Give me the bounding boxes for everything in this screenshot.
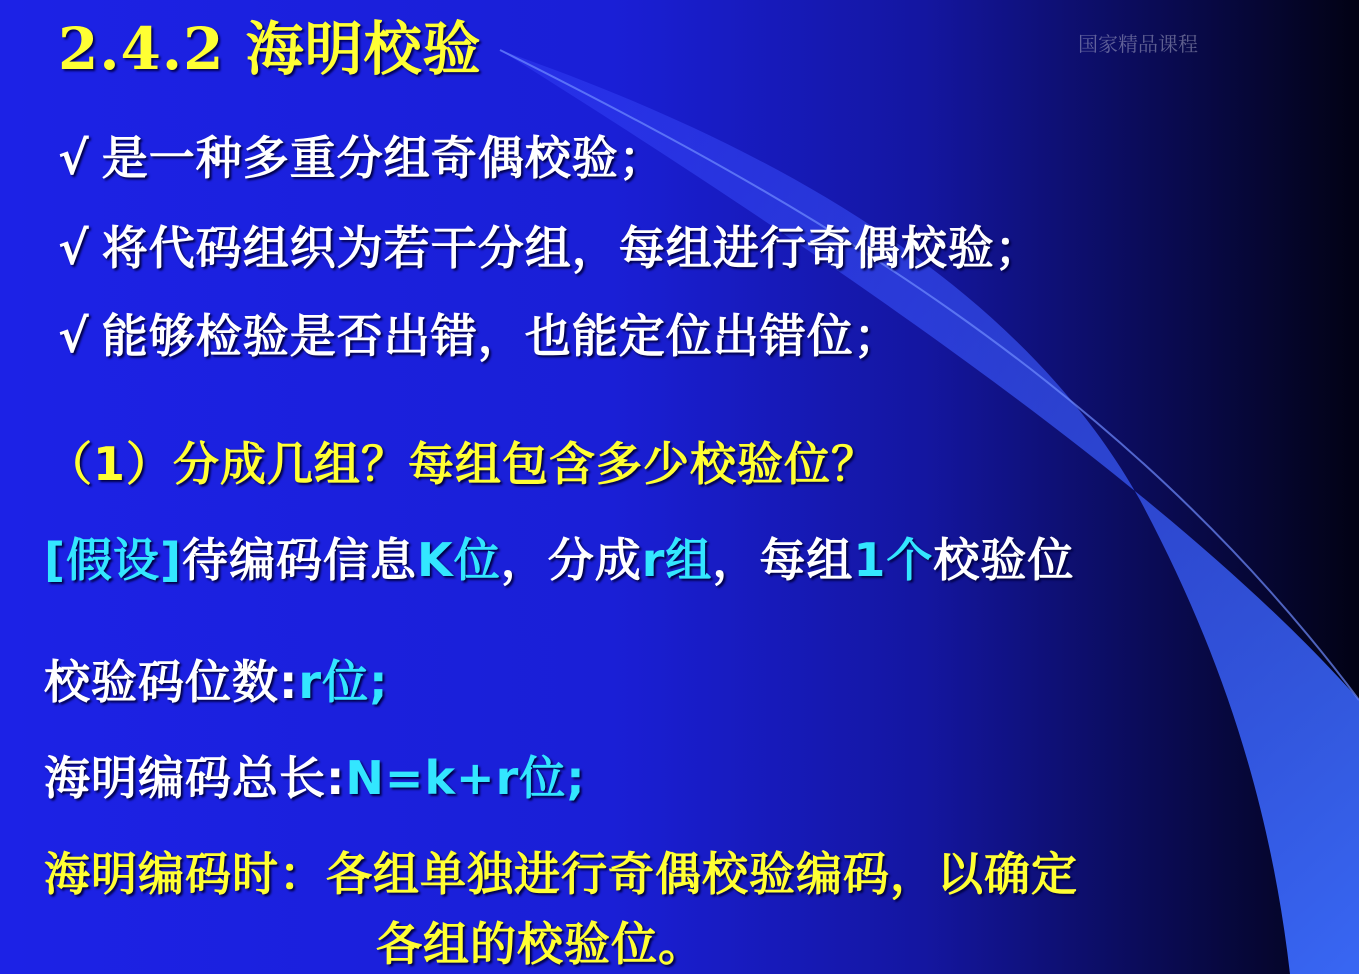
check-bits-label: 校验码位数:: [44, 655, 299, 709]
check-mark-icon: √: [58, 131, 90, 185]
assumption-sep-1: ，: [500, 533, 548, 587]
total-length-value: N=k+r位;: [345, 751, 586, 805]
check-mark-icon: √: [58, 309, 90, 363]
bullet-2: [58, 212, 1042, 278]
assumption-line: [44, 524, 1074, 590]
assumption-label: [假设]: [44, 533, 183, 587]
check-bits-line: [44, 646, 389, 712]
assumption-r: r组: [641, 533, 713, 587]
light-sweep-shape: [500, 50, 1359, 974]
question-heading: （1）分成几组？每组包含多少校验位？: [46, 437, 879, 491]
encoding-text-1: 各组单独进行奇偶校验编码，以确定: [326, 847, 1078, 901]
assumption-text-1: 待编码信息: [182, 533, 418, 587]
check-bits-value: r位;: [298, 655, 389, 709]
assumption-k: K位: [417, 533, 501, 587]
assumption-text-4: 校验位: [933, 533, 1075, 587]
bullet-3: [58, 300, 901, 366]
bullet-text: 是一种多重分组奇偶校验；: [101, 131, 666, 185]
bullet-text: 能够检验是否出错，也能定位出错位；: [101, 309, 901, 363]
encoding-text-2: 各组的校验位。: [376, 917, 705, 971]
assumption-text-3: 每组: [759, 533, 854, 587]
bullet-text: 将代码组织为若干分组，每组进行奇偶校验；: [101, 221, 1042, 275]
encoding-line-1: [44, 838, 1078, 904]
total-length-label: 海明编码总长:: [44, 751, 346, 805]
total-length-line: [44, 742, 586, 808]
assumption-sep-2: ，: [712, 533, 760, 587]
slide-title: 2.4.2 海明校验: [58, 15, 482, 83]
assumption-text-2: 分成: [547, 533, 642, 587]
bullet-1: [58, 122, 666, 188]
assumption-one: 1个: [853, 533, 934, 587]
watermark: 国家精品课程: [1078, 32, 1198, 56]
check-mark-icon: √: [58, 221, 90, 275]
encoding-label: 海明编码时：: [44, 847, 326, 901]
